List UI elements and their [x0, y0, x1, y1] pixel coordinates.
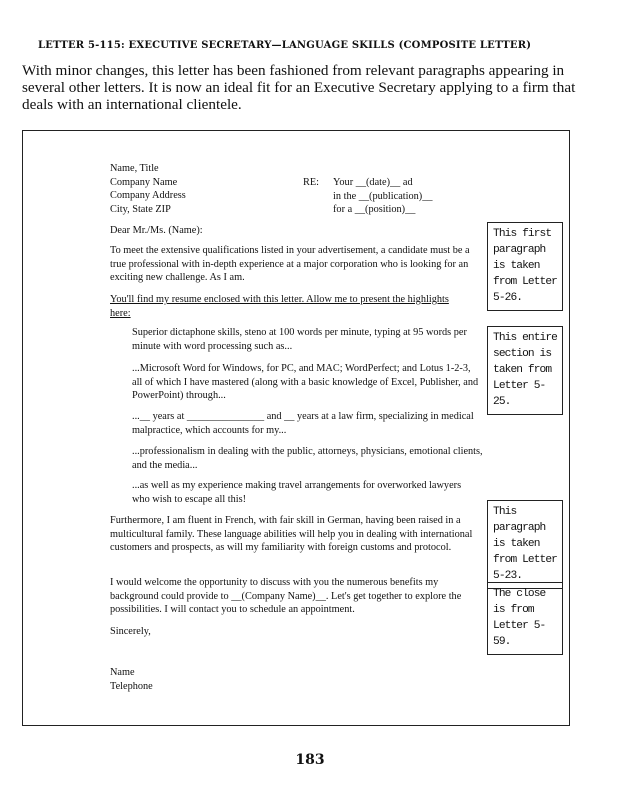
closing: Sincerely, [110, 626, 151, 637]
re-line-date: Your __(date)__ ad [333, 177, 413, 188]
address-line: Company Address [110, 190, 186, 201]
re-label: RE: [303, 177, 320, 188]
re-line-publication: in the __(publication)__ [333, 190, 433, 202]
signature-block [110, 666, 153, 693]
margin-note-2: This entire section is taken from Letter 5-25. [487, 326, 563, 415]
paragraph-4: I would welcome the opportunity to discuss with you the numerous benefits my background could provide to __(Company Name)__. Let's get together to explore the possibilities. I will contact you to schedule an appointment. [110, 577, 462, 615]
bullet-2: ...Microsoft Word for Windows, for PC, and MAC; WordPerfect; and Lotus 1-2-3, all of which I have mastered (along with a basic knowledge of Excel, Publisher, and PowerPoint) through... [132, 363, 479, 401]
letter-heading: LETTER 5-115: EXECUTIVE SECRETARY—LANGUAGE SKILLS (COMPOSITE LETTER) [38, 40, 532, 51]
margin-note-1: This first paragraph is taken from Letter 5-26. [487, 222, 563, 311]
address-line: Name, Title [110, 163, 159, 174]
salutation: Dear Mr./Ms. (Name): [110, 225, 203, 236]
signature-telephone: Telephone [110, 680, 153, 692]
re-line-position: for a __(position)__ [333, 204, 416, 215]
address-line: City, State ZIP [110, 203, 171, 215]
recipient-address [110, 162, 186, 216]
margin-note-4: The close is from Letter 5-59. [487, 582, 563, 655]
bullet-5: ...as well as my experience making travel arrangements for overworked lawyers who wish to escape all this! [132, 480, 462, 505]
signature-name: Name [110, 667, 135, 678]
paragraph-3: Furthermore, I am fluent in French, with fair skill in German, having been raised in a multicultural family. These language abilities will help you in dealing with international customers and prospects, as will my familiarity with foreign customs and protocol. [110, 515, 473, 553]
paragraph-2: You'll find my resume enclosed with this letter. Allow me to present the highlights here: [110, 294, 449, 319]
bullet-4: ...professionalism in dealing with the public, attorneys, physicians, emotional clients, and the media... [132, 446, 483, 471]
page-number: 183 [295, 752, 325, 768]
bullet-3: ...__ years at _______________ and __ years at a law firm, specializing in medical malpractice, which accounts for my... [132, 411, 474, 436]
margin-note-3: This paragraph is taken from Letter 5-23. [487, 500, 563, 589]
paragraph-1: To meet the extensive qualifications listed in your advertisement, a candidate must be a true professional with in-depth experience at a major corporation who is looking for an exciting new challenge. As I am. [110, 245, 470, 283]
bullet-1: Superior dictaphone skills, steno at 100 words per minute, typing at 95 words per minute with word processing such as... [132, 327, 467, 352]
intro-paragraph: With minor changes, this letter has been fashioned from relevant paragraphs appearing in several other letters. It is now an ideal fit for an Executive Secretary applying to a firm that deals with an international clientele. [22, 62, 576, 113]
address-line: Company Name [110, 176, 178, 188]
reference-lines [333, 176, 433, 217]
